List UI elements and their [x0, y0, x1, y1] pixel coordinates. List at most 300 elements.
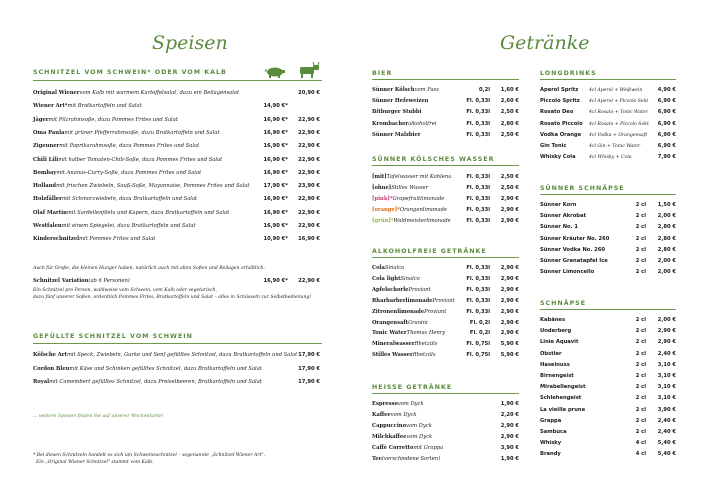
item-desc: Proviant: [432, 297, 455, 304]
pig-icon: [265, 66, 285, 78]
item-desc: mit Käse und Schinken gefülltes Schnitzel, dazu Bratkartoffeln und Salat: [69, 365, 262, 372]
item-name: Chili Lili: [33, 156, 59, 163]
item-desc: vom Dyck: [406, 422, 432, 429]
item-price: 2,90 €: [500, 308, 519, 315]
item-price: 2,80 €: [500, 120, 519, 127]
price-veal: 22,90 €: [298, 223, 320, 229]
item-volume: 2 cl: [635, 395, 646, 402]
item-name: Oma Paula: [33, 129, 65, 136]
gefuellt-heading: GEFÜLLTE SCHNITZEL VOM SCHWEIN: [33, 333, 193, 340]
item-desc: Tafelwasser mit Kohlens.: [386, 174, 453, 180]
item-name: Jäger: [33, 116, 49, 123]
item-name: Sünner Kräuter No. 260: [540, 235, 610, 242]
wasser-row: [372, 196, 444, 204]
item-name: Rosato Piccolo: [540, 120, 583, 127]
schnitzel-row: [33, 210, 229, 218]
item-name: Whisky: [540, 440, 562, 447]
variation-price-1: 16,90 €*: [263, 278, 288, 284]
price-veal: 16,90 €: [298, 236, 320, 243]
item-desc: vom Kalb mit warmem Kartoffelsalat, dazu ein Beilagensalat: [79, 90, 240, 96]
alkfrei-row: [372, 276, 420, 284]
item-price: 6,90 €: [657, 131, 676, 138]
item-volume: Fl. 0,33l: [466, 120, 490, 127]
item-desc: mit Sardellenfilets und Kapern, dazu Bratkartoffeln und Salat: [66, 209, 230, 216]
footnote-1: * Bei diesen Schnitzeln handelt es sich um Schweineschnitzel – sogenannte „Schnitzel Wiener Art".: [33, 453, 265, 458]
schnitzel-row: [33, 236, 155, 244]
variation-name: Schnitzel Variation: [33, 278, 89, 284]
item-desc: Rhetzüls: [414, 341, 438, 348]
item-price: 1,60 €: [500, 87, 519, 93]
item-volume: 2 cl: [635, 246, 646, 253]
item-ingredients: 4cl Aperol + Piccolo Sekt: [589, 99, 649, 105]
item-name: Holland: [33, 183, 57, 190]
item-name: Birnengeist: [540, 373, 574, 379]
heiss-heading: HEISSE GETRÄNKE: [372, 384, 453, 391]
item-desc: (verschiedene Sorten): [381, 455, 441, 462]
price-pork: 17,90 €*: [263, 183, 288, 190]
item-price: 2,50 €: [500, 185, 519, 191]
item-name: Linie Aquavit: [540, 339, 579, 346]
item-name: Sünner Vodka No. 260: [540, 246, 605, 253]
item-desc: Sinalco: [400, 275, 420, 282]
item-tag: [orange]*: [372, 207, 400, 213]
item-name: Bombay: [33, 169, 57, 176]
item-volume: 2 cl: [635, 258, 646, 264]
item-price: 2,80 €: [657, 235, 676, 242]
item-price: 2,90 €: [500, 319, 519, 326]
item-volume: Fl. 0,75l: [466, 352, 490, 359]
item-name: Apfelschorle: [372, 286, 409, 293]
long-heading: LONGDRINKS: [540, 70, 597, 77]
price-veal: 22,90 €: [298, 116, 320, 123]
bier-row: [372, 109, 422, 117]
price-pork: 16,90 €*: [263, 129, 288, 136]
price-veal: 23,90 €: [298, 183, 320, 190]
item-volume: Fl. 0,33l: [466, 218, 490, 224]
schnaepse2-heading-rule: [540, 309, 676, 310]
alkfrei-heading-rule: [372, 257, 519, 258]
schnitzel-row: [33, 170, 201, 178]
schnitzel-row: [33, 90, 239, 98]
item-volume: 2 cl: [635, 269, 646, 276]
schnaepse1-heading-rule: [540, 194, 676, 195]
price-pork: 16,90 €*: [263, 209, 288, 216]
item-desc: Waldmeisterlimonade: [393, 218, 451, 224]
item-name: Sünner Akrobat: [540, 213, 586, 220]
item-name: La vieille prune: [540, 406, 586, 413]
item-volume: 2 cl: [635, 429, 646, 435]
item-name: Obstler: [540, 350, 562, 357]
price-pork: 10,90 €*: [263, 236, 288, 243]
item-desc: Proviant: [424, 308, 447, 315]
item-price: 3,90 €: [657, 406, 676, 413]
item-name: Sünner Korn: [540, 202, 577, 208]
item-desc: mit Speck, Zwiebeln, Gurke und Senf gefülltes Schnitzel, dazu Bratkartoffeln und Salat: [66, 352, 298, 358]
item-volume: Fl. 0,33l: [466, 174, 490, 180]
schnitzel-row: [33, 223, 195, 231]
item-price: 2,90 €: [500, 433, 519, 440]
item-volume: Fl. 0,33l: [466, 196, 490, 202]
item-price: 2,40 €: [657, 417, 676, 424]
item-name: Caffè Corretto: [372, 444, 414, 451]
item-name: Rosato Deo: [540, 109, 574, 116]
item-name: Sünner Hefeweizen: [372, 98, 429, 105]
alkfrei-row: [372, 330, 445, 338]
item-name: Krombacher: [372, 120, 409, 127]
item-price: 6,90 €: [657, 120, 676, 127]
item-volume: Fl. 0,33l: [466, 308, 490, 315]
item-price: 2,80 €: [657, 224, 676, 231]
item-volume: Fl. 0,33l: [466, 185, 490, 191]
price-veal: 22,90 €: [298, 196, 320, 203]
wasser-row: [372, 218, 451, 226]
heiss-heading-rule: [372, 393, 519, 394]
item-desc: mit halber Tomaten-Chili-Soße, dazu Pommes Frites und Salat: [58, 156, 223, 163]
item-desc: Rhetzüls: [412, 352, 436, 359]
item-name: Kaffee: [372, 411, 391, 418]
bier-row: [372, 98, 428, 106]
item-volume: 2 cl: [635, 317, 646, 323]
item-name: Westfalen: [33, 223, 62, 229]
price-pork: 14,90 €*: [263, 103, 288, 110]
item-price: 2,90 €: [500, 422, 519, 429]
item-volume: 2 cl: [635, 417, 646, 424]
more-note: ... weitere Speisen finden Sie auf unserer Wochenkarte!: [33, 414, 164, 419]
item-name: Mirabellengeist: [540, 384, 586, 391]
item-price: 1,50 €: [657, 202, 676, 208]
item-name: Bitburger Stubbi: [372, 109, 422, 116]
alkfrei-row: [372, 352, 436, 360]
item-desc: mit Paprikarahmsoße, dazu Pommes Frites und Salat: [59, 143, 200, 150]
gefuellt-row: [33, 352, 297, 360]
item-desc: vom Fass: [414, 87, 439, 93]
item-volume: Fl. 0,33l: [466, 275, 490, 282]
item-name: Wiener Art*: [33, 103, 68, 110]
item-desc: mit Grappa: [413, 444, 444, 451]
item-name: Tee: [372, 455, 382, 462]
variation-row: [33, 278, 130, 286]
footnote-2: Ein „Original Wiener Schnitzel" stammt vom Kalb.: [36, 460, 154, 465]
item-name: Grappa: [540, 417, 562, 424]
item-volume: 2 cl: [635, 373, 646, 379]
item-name: Olaf Martin: [33, 209, 67, 216]
price-pork: 16,90 €*: [263, 156, 288, 163]
item-desc: vom Dyck: [397, 401, 424, 407]
item-volume: Fl. 0,33l: [466, 207, 490, 213]
item-name: Mineralwasser: [372, 341, 415, 348]
item-price: 5,90 €: [500, 341, 519, 348]
item-price: 3,10 €: [657, 361, 676, 368]
item-price: 2,90 €: [500, 265, 519, 271]
item-desc: mit Pommes Frites und Salat: [79, 236, 156, 243]
item-price: 17,90 €: [298, 365, 320, 372]
item-name: Cappuccino: [372, 422, 407, 429]
schnaepse2-heading: SCHNÄPSE: [540, 300, 587, 307]
heiss-row: [372, 401, 424, 409]
item-name: Orangensaft: [372, 319, 408, 326]
item-volume: 2 cl: [635, 361, 646, 368]
item-volume: Fl. 0,33l: [466, 297, 490, 304]
item-name: Sünner Kölsch: [372, 87, 415, 93]
schnitzel-rule: [33, 80, 322, 81]
item-price: 2,20 €: [500, 411, 519, 418]
item-price: 2,90 €: [500, 275, 519, 282]
item-name: Kölsche Art: [33, 352, 67, 358]
price-veal: 20,90 €: [298, 90, 320, 96]
item-desc: Granini: [408, 319, 428, 326]
item-price: 2,50 €: [500, 131, 519, 138]
item-desc: Proviant: [408, 286, 431, 293]
wasser-heading-rule: [372, 165, 519, 166]
item-price: 1,90 €: [500, 401, 519, 407]
item-name: Brandy: [540, 451, 561, 458]
item-price: 4,90 €: [657, 87, 676, 93]
item-desc: Sinalco: [384, 265, 405, 271]
item-price: 17,90 €: [298, 352, 320, 358]
item-volume: Fl. 0,33l: [466, 98, 490, 105]
schnitzel-heading: SCHNITZEL VOM SCHWEIN* ODER VOM KALB: [33, 69, 227, 76]
price-veal: 22,90 €: [298, 169, 320, 176]
alkfrei-row: [372, 309, 446, 317]
item-volume: 4 cl: [635, 440, 646, 447]
item-price: 2,90 €: [500, 330, 519, 337]
schnitzel-row: [33, 196, 197, 204]
item-name: Royal: [33, 379, 50, 385]
item-volume: 2 cl: [635, 202, 646, 208]
item-name: Sünner No. 1: [540, 224, 578, 231]
speisen-title: Speisen: [152, 32, 228, 54]
item-name: Sünner Granatapfel Ice: [540, 258, 608, 264]
item-tag: [mit]: [372, 174, 387, 180]
alkfrei-heading: ALKOHOLFREIE GETRÄNKE: [372, 248, 487, 255]
cow-icon: [298, 62, 320, 78]
bier-heading-rule: [372, 79, 519, 80]
heiss-row: [372, 445, 443, 453]
item-price: 5,40 €: [657, 451, 676, 458]
item-desc: vom Dyck: [406, 433, 433, 440]
item-volume: 0,2l: [479, 87, 490, 93]
item-name: Sünner Malzbier: [372, 131, 421, 138]
schnitzel-row: [33, 157, 222, 165]
gefuellt-row: [33, 379, 262, 387]
item-price: 2,90 €: [500, 207, 519, 213]
gefuellt-row: [33, 366, 262, 374]
item-name: Holzfäller: [33, 196, 62, 203]
item-desc: mit grüner Pfefferrahmsoße, dazu Bratkartoffeln und Salat: [64, 129, 220, 136]
item-name: Underberg: [540, 328, 572, 335]
item-volume: Fl. 0,2l: [469, 319, 490, 326]
item-name: Piccolo Spritz: [540, 98, 580, 105]
alkfrei-row: [372, 265, 404, 273]
price-pork: 16,90 €*: [263, 169, 288, 176]
item-name: Cola: [372, 265, 385, 271]
variation-note-1: Ein Schnitzel pro Person, wahlweise vom Schwein, vom Kalb oder vegetarisch,: [33, 288, 217, 293]
alkfrei-row: [372, 320, 428, 328]
item-price: 2,90 €: [500, 286, 519, 293]
item-price: 5,40 €: [657, 440, 676, 447]
price-veal: 22,90 €: [298, 209, 320, 216]
schnitzel-row: [33, 143, 199, 151]
item-desc: vom Dyck: [390, 411, 417, 418]
item-desc: Orangenlimonade: [399, 207, 447, 213]
item-price: 2,00 €: [657, 258, 676, 264]
item-price: 2,00 €: [657, 317, 676, 323]
item-ingredients: 4cl Whisky + Cola: [589, 155, 632, 161]
item-price: 2,90 €: [500, 218, 519, 224]
bier-heading: BIER: [372, 70, 393, 77]
item-desc: alkoholfrei: [408, 120, 437, 127]
item-desc: Stilles Wasser: [391, 185, 429, 191]
item-price: 1,90 €: [500, 455, 519, 462]
price-pork: 16,90 €*: [263, 143, 288, 150]
item-desc: mit einem Spiegelei, dazu Bratkartoffeln und Salat: [61, 223, 196, 229]
getraenke-title: Getränke: [500, 32, 590, 54]
item-name: Kinderschnitzel: [33, 236, 80, 243]
item-tag: [ohne]: [372, 185, 392, 191]
item-volume: 2 cl: [635, 213, 646, 220]
item-price: 2,90 €: [500, 297, 519, 304]
item-desc: mit Ananas-Curry-Soße, dazu Pommes Frites und Salat: [56, 169, 202, 176]
price-pork: 16,90 €*: [263, 196, 288, 203]
item-volume: 2 cl: [635, 350, 646, 357]
price-veal: 22,90 €: [298, 156, 320, 163]
heiss-row: [372, 412, 417, 420]
item-ingredients: 4cl Vodka + Orangensaft: [589, 132, 648, 138]
wasser-row: [372, 207, 447, 215]
item-price: 17,90 €: [298, 379, 320, 385]
item-price: 3,90 €: [500, 444, 519, 451]
item-volume: Fl. 0,33l: [466, 286, 490, 293]
item-desc: Thomas Henry: [406, 330, 446, 337]
item-volume: 2 cl: [635, 339, 646, 346]
schnitzel-row: [33, 130, 220, 138]
item-name: Kabänes: [540, 317, 566, 323]
variation-desc: (ab 6 Personen): [88, 278, 130, 284]
item-price: 7,90 €: [657, 154, 676, 161]
item-price: 2,40 €: [657, 429, 676, 435]
price-veal: 22,90 €: [298, 129, 320, 136]
schnitzel-row: [33, 183, 249, 191]
item-ingredients: 4cl Aperol + Weißwein: [589, 88, 643, 93]
item-volume: Fl. 0,33l: [466, 131, 490, 138]
schnitzel-row: [33, 103, 142, 111]
item-name: Haselnuss: [540, 361, 570, 368]
alkfrei-row: [372, 298, 455, 306]
item-price: 2,90 €: [500, 196, 519, 202]
item-name: Vodka Orange: [540, 131, 582, 138]
item-desc: mit Camembert gefülltes Schnitzel, dazu Preiselbeeren, Bratkartoffeln und Salat: [49, 379, 262, 385]
kids-note: Auch für Große, die kleinen Hunger haben, natürlich auch mit allen Soßen und Beilagen erhältlich.: [33, 266, 265, 271]
item-ingredients: 4cl Rosato + Piccolo Sekt: [589, 121, 649, 127]
wasser-heading: SÜNNER KÖLSCHES WASSER: [372, 156, 495, 163]
item-name: Sambuca: [540, 429, 567, 435]
wasser-row: [372, 174, 453, 182]
item-price: 6,90 €: [657, 109, 676, 116]
item-price: 2,40 €: [657, 350, 676, 357]
item-price: 2,60 €: [500, 98, 519, 105]
item-name: Milchkaffee: [372, 433, 407, 440]
item-price: 2,80 €: [657, 246, 676, 253]
item-name: Cola light: [372, 275, 401, 282]
item-name: Sünner Limoncello: [540, 269, 595, 276]
item-price: 2,50 €: [500, 174, 519, 180]
item-volume: 4 cl: [635, 451, 646, 458]
bier-row: [372, 132, 421, 140]
item-name: Cordon Bleu: [33, 365, 70, 372]
item-desc: mit Pilzrahmsoße, dazu Pommes Frites und Salat: [48, 116, 178, 123]
item-price: 2,00 €: [657, 213, 676, 220]
item-ingredients: 4cl Rosato + Tonic Water: [589, 110, 648, 116]
item-name: Zigeuner: [33, 143, 60, 150]
item-name: Gin Tonic: [540, 143, 567, 149]
item-name: Whisky Cola: [540, 154, 576, 161]
item-price: 5,90 €: [500, 352, 519, 359]
item-volume: Fl. 0,2l: [469, 330, 490, 337]
item-name: Espresso: [372, 401, 398, 407]
item-volume: 2 cl: [635, 328, 646, 335]
item-volume: Fl. 0,33l: [466, 265, 490, 271]
price-pork: 16,90 €*: [263, 116, 288, 123]
bier-row: [372, 87, 439, 95]
item-volume: 2 cl: [635, 406, 646, 413]
item-volume: 2 cl: [635, 384, 646, 391]
bier-row: [372, 121, 436, 129]
item-desc: Grapefruitlimonade: [392, 196, 445, 202]
item-ingredients: 4cl Gin + Tonic Water: [589, 144, 641, 149]
item-volume: 2 cl: [635, 235, 646, 242]
item-name: Original Wiener: [33, 90, 80, 96]
item-price: 3,10 €: [657, 384, 676, 391]
heiss-row: [372, 456, 440, 464]
item-volume: Fl. 0,75l: [466, 341, 490, 348]
item-volume: 2 cl: [635, 224, 646, 231]
item-name: Tonic Water: [372, 330, 407, 337]
item-desc: mit Bratkartoffeln und Salat: [67, 103, 142, 110]
item-name: Rharbarberlimonade: [372, 297, 433, 304]
item-name: Stilles Wasser: [372, 352, 413, 359]
gefuellt-rule: [33, 343, 322, 344]
item-price: 6,90 €: [657, 143, 676, 149]
item-tag: [grün]*: [372, 218, 394, 224]
item-volume: Fl. 0,33l: [466, 109, 490, 116]
wasser-row: [372, 185, 428, 193]
item-name: Aperol Spritz: [540, 87, 579, 93]
item-price: 2,00 €: [657, 269, 676, 276]
price-pork: 16,90 €*: [263, 223, 288, 229]
schnitzel-row: [33, 117, 178, 125]
item-price: 2,90 €: [657, 339, 676, 346]
item-price: 2,90 €: [657, 328, 676, 335]
item-price: 3,10 €: [657, 373, 676, 379]
heiss-row: [372, 423, 432, 431]
variation-note-2: dazu fünf unserer Soßen, ordentlich Pommes Frites, Bratkartoffeln und Salat – alles in Schüsseln zur Selbstbedienung!: [33, 295, 312, 300]
item-desc: mit Schmorzwiebeln, dazu Bratkartoffeln und Salat: [61, 196, 198, 203]
item-desc: mit frischen Zwiebeln, Sauß-Soße, Mayonnaise, Pommes Frites und Salat: [56, 183, 250, 190]
schnaepse1-heading: SÜNNER SCHNÄPSE: [540, 185, 625, 192]
variation-price-2: 22,90 €: [298, 278, 320, 284]
price-veal: 22,90 €: [298, 143, 320, 150]
item-name: Schlehengeist: [540, 395, 582, 402]
item-price: 3,10 €: [657, 395, 676, 402]
item-price: 6,90 €: [657, 98, 676, 105]
heiss-row: [372, 434, 432, 442]
item-name: Zitronenlimonade: [372, 308, 425, 315]
long-heading-rule: [540, 79, 676, 80]
alkfrei-row: [372, 287, 431, 295]
item-tag: [pink]*: [372, 196, 393, 202]
alkfrei-row: [372, 341, 437, 349]
item-price: 2,50 €: [500, 109, 519, 116]
